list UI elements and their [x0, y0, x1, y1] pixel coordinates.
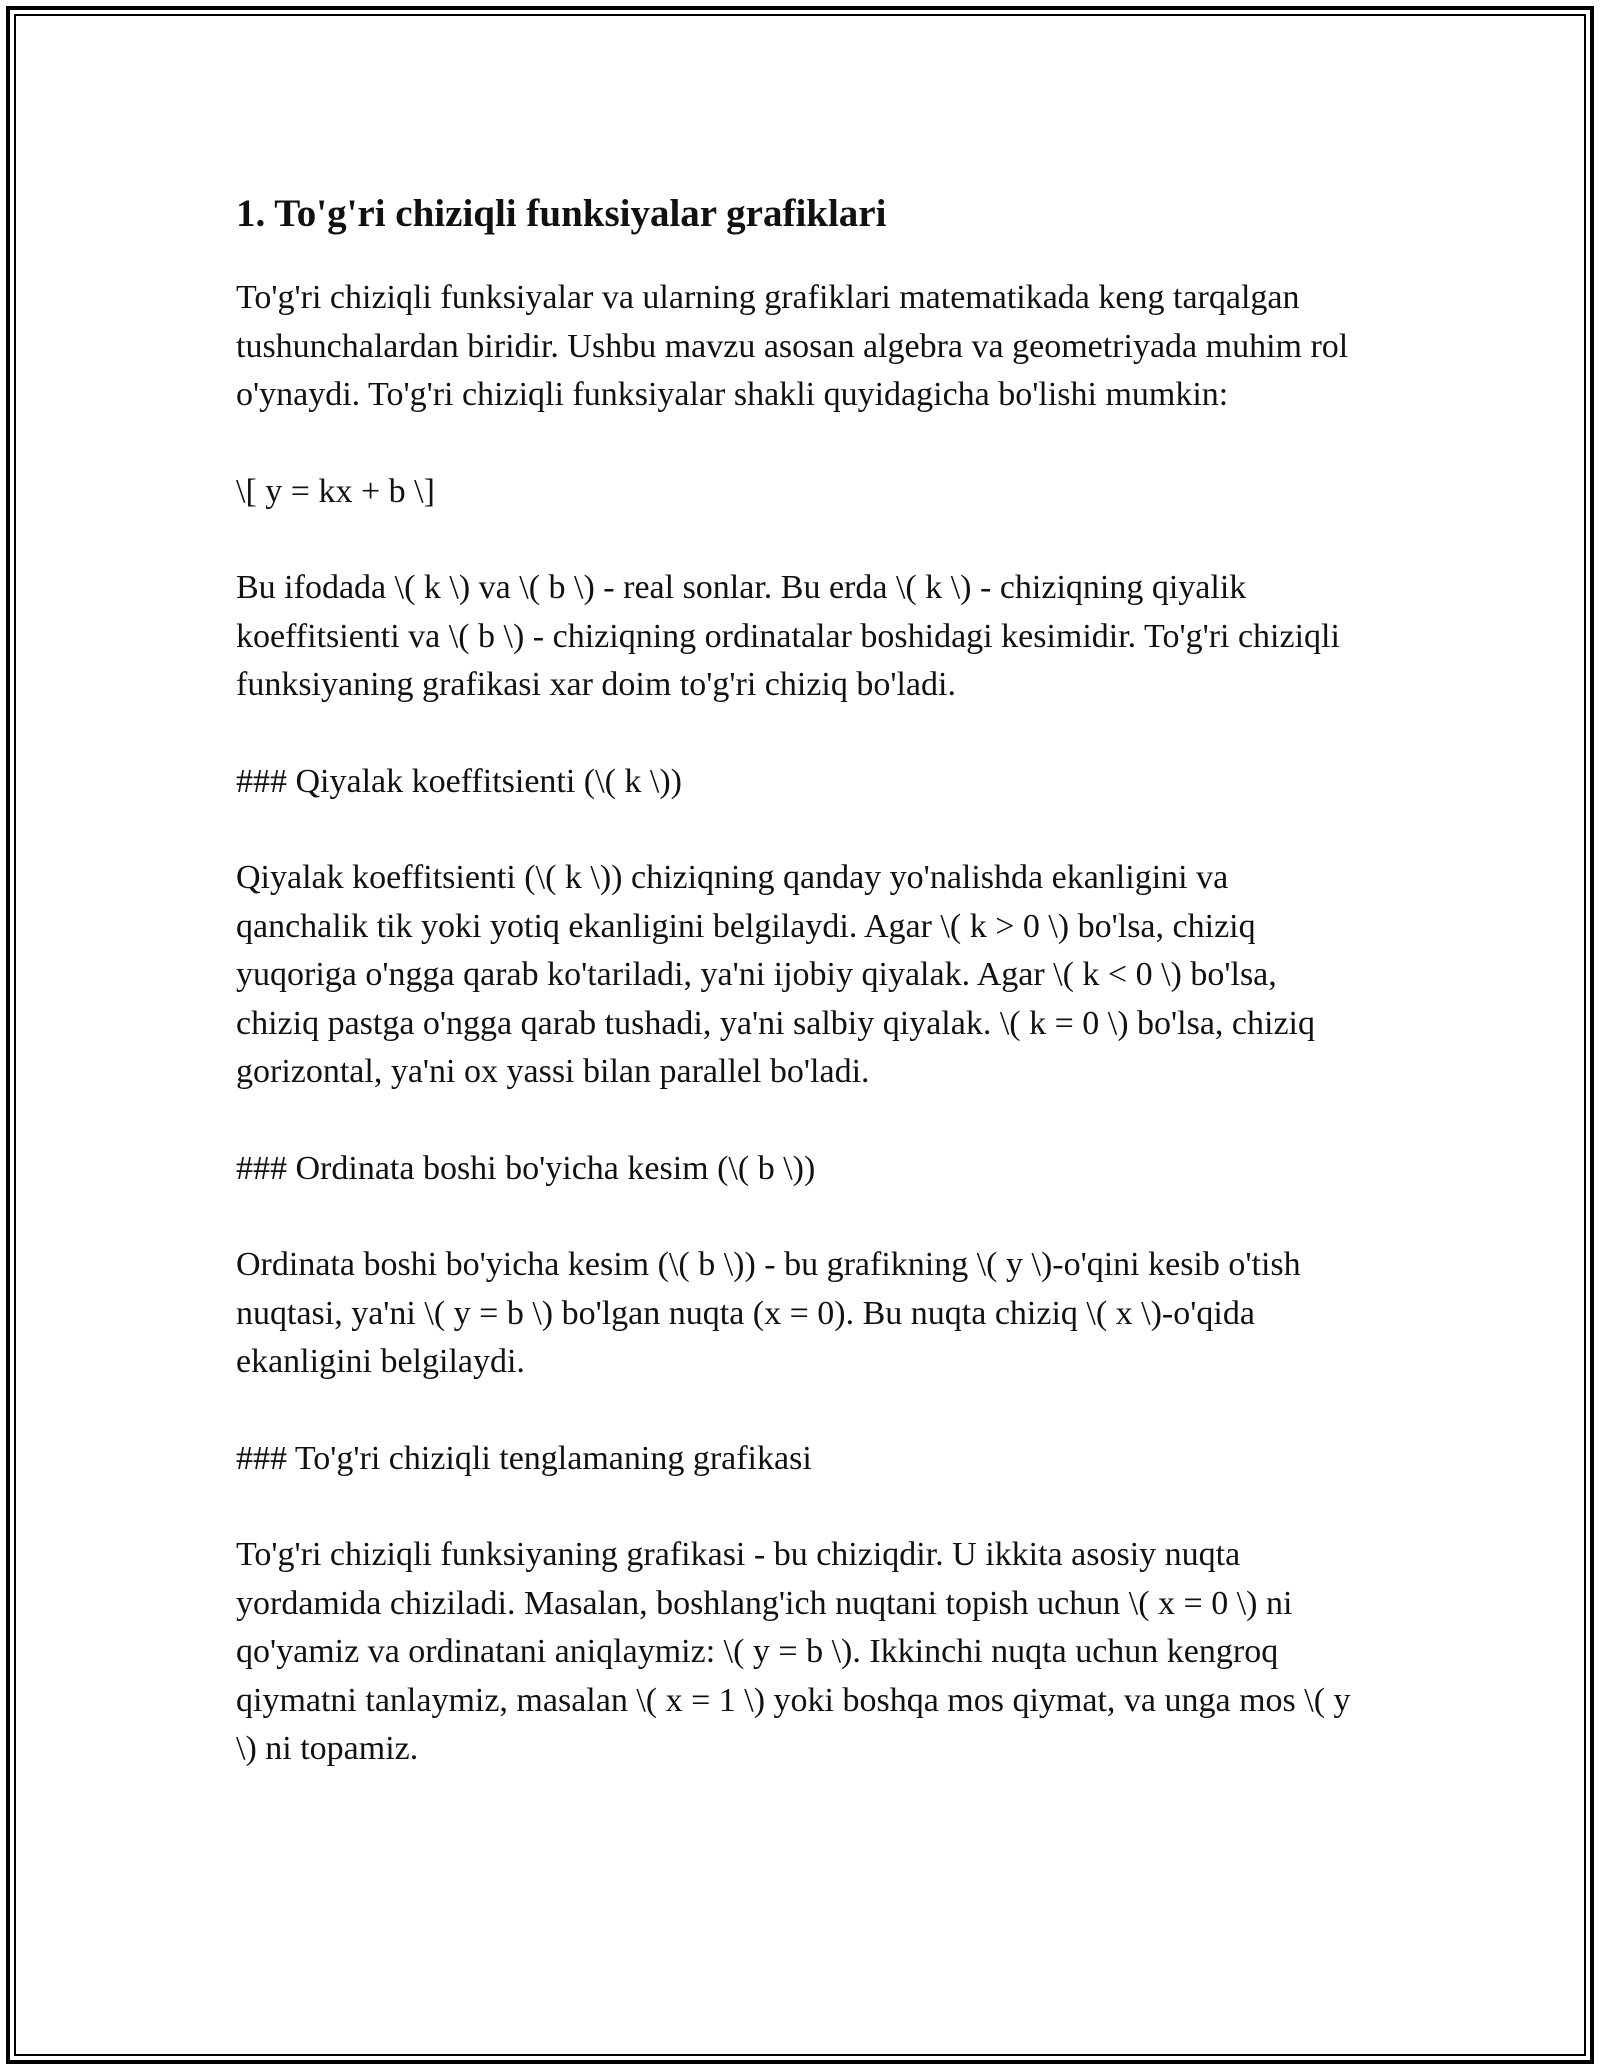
intercept-heading: ### Ordinata boshi bo'yicha kesim (\( b \)): [236, 1149, 816, 1187]
section-title: 1. To'g'ri chiziqli funksiyalar grafiklari: [236, 192, 887, 235]
intercept-paragraph: Ordinata boshi bo'yicha kesim (\( b \)) - bu grafikning \( y \)-o'qini kesib o'tish nuqtasi, ya'ni \( y = b \) bo'lgan nuqta (x = 0). Bu nuqta chiziq \( x \)-o'qida ekanligini belgilaydi.: [236, 1246, 1301, 1380]
document-body: [236, 186, 1366, 1822]
graph-paragraph: To'g'ri chiziqli funksiyaning grafikasi - bu chiziqdir. U ikkita asosiy nuqta yordamida chiziladi. Masalan, boshlang'ich nuqtani topish uchun \( x = 0 \) ni qo'yamiz va ordinatani aniqlaymiz: \( y = b \). Ikkinchi nuqta uchun kengroq qiymatni tanlaymiz, masalan \( x = 1 \) yoki boshqa mos qiymat, va unga mos \( y \) ni topamiz.: [236, 1536, 1351, 1767]
definition-paragraph: Bu ifodada \( k \) va \( b \) - real sonlar. Bu erda \( k \) - chiziqning qiyalik koeffitsienti va \( b \) - chiziqning ordinatalar boshidagi kesimidir. To'g'ri chiziqli funksiyaning grafikasi xar doim to'g'ri chiziq bo'ladi.: [236, 569, 1340, 703]
slope-heading: ### Qiyalak koeffitsienti (\( k \)): [236, 762, 682, 800]
graph-heading: ### To'g'ri chiziqli tenglamaning grafikasi: [236, 1439, 812, 1477]
intro-paragraph: To'g'ri chiziqli funksiyalar va ularning grafiklari matematikada keng tarqalgan tushunchalardan biridir. Ushbu mavzu asosan algebra va geometriyada muhim rol o'ynaydi. To'g'ri chiziqli funksiyalar shakli quyidagicha bo'lishi mumkin:: [236, 279, 1349, 413]
equation-line: \[ y = kx + b \]: [236, 472, 435, 510]
slope-paragraph: Qiyalak koeffitsienti (\( k \)) chiziqning qanday yo'nalishda ekanligini va qanchalik tik yoki yotiq ekanligini belgilaydi. Agar \( k > 0 \) bo'lsa, chiziq yuqoriga o'ngga qarab ko'tariladi, ya'ni ijobiy qiyalak. Agar \( k < 0 \) bo'lsa, chiziq pastga o'ngga qarab tushadi, ya'ni salbiy qiyalak. \( k = 0 \) bo'lsa, chiziq gorizontal, ya'ni ox yassi bilan parallel bo'ladi.: [236, 859, 1316, 1090]
